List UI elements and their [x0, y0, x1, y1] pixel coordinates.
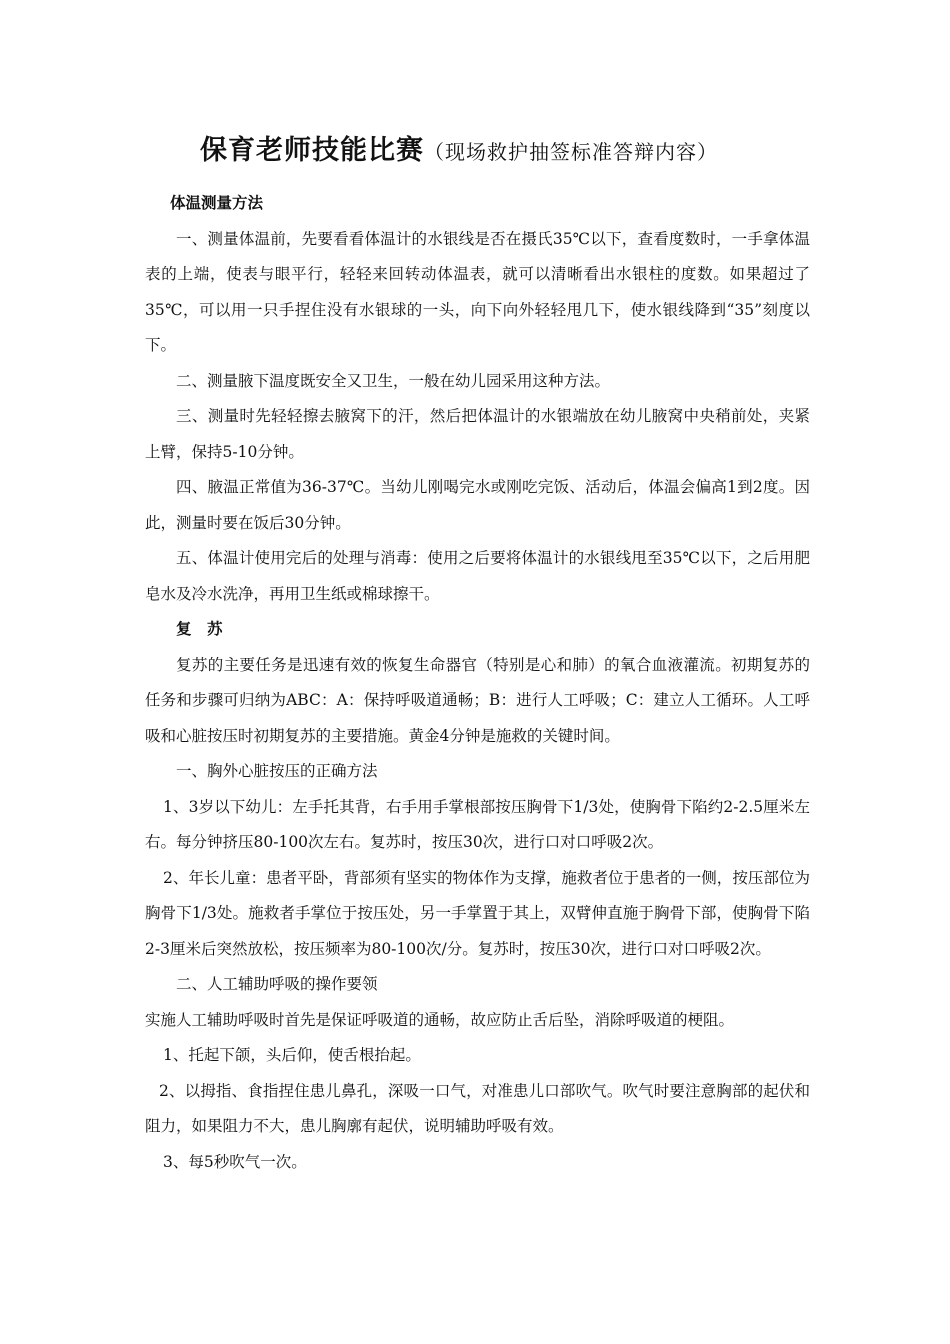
paragraph: 五、体温计使用完后的处理与消毒：使用之后要将体温计的水银线甩至35℃以下，之后用肥皂水及冷水洗净，再用卫生纸或棉球擦干。 — [145, 549, 810, 603]
title-subtitle: （现场救护抽签标准答辩内容） — [424, 140, 718, 164]
section-heading-resuscitation: 复 苏 — [176, 620, 223, 638]
paragraph: 复苏的主要任务是迅速有效的恢复生命器官（特别是心和肺）的氧合血液灌流。初期复苏的任务和步骤可归纳为ABC：A：保持呼吸道通畅；B：进行人工呼吸；C：建立人工循环。人工呼吸和心脏按压时初期复苏的主要措施。黄金4分钟是施救的关键时间。 — [145, 655, 810, 745]
section-heading-temperature: 体温测量方法 — [170, 194, 264, 212]
document-title — [200, 130, 820, 175]
paragraph: 3、每5秒吹气一次。 — [163, 1152, 307, 1171]
paragraph: 三、测量时先轻轻擦去腋窝下的汗，然后把体温计的水银端放在幼儿腋窝中央稍前处，夹紧上臂，保持5-10分钟。 — [145, 407, 810, 461]
subheading: 一、胸外心脏按压的正确方法 — [176, 762, 378, 780]
paragraph: 2、以拇指、食指捏住患儿鼻孔，深吸一口气，对准患儿口部吹气。吹气时要注意胸部的起伏和阻力，如果阻力不大，患儿胸廓有起伏，说明辅助呼吸有效。 — [145, 1081, 810, 1135]
paragraph: 一、测量体温前，先要看看体温计的水银线是否在摄氏35℃以下，查看度数时，一手拿体温表的上端，使表与眼平行，轻轻来回转动体温表，就可以清晰看出水银柱的度数。如果超过了35℃，可以用一只手捏住没有水银球的一头，向下向外轻轻甩几下，使水银线降到“35”刻度以下。 — [145, 229, 810, 354]
subheading: 二、人工辅助呼吸的操作要领 — [176, 975, 378, 993]
document-body — [145, 186, 810, 1180]
title-main: 保育老师技能比赛 — [200, 135, 424, 166]
paragraph: 1、托起下颌，头后仰，使舌根抬起。 — [163, 1046, 421, 1064]
paragraph: 1、3岁以下幼儿：左手托其背，右手用手掌根部按压胸骨下1/3处，使胸骨下陷约2-2.5厘米左右。每分钟挤压80-100次左右。复苏时，按压30次，进行口对口呼吸2次。 — [145, 797, 810, 851]
paragraph: 四、腋温正常值为36-37℃。当幼儿刚喝完水或刚吃完饭、活动后，体温会偏高1到2度。因此，测量时要在饭后30分钟。 — [145, 478, 810, 532]
paragraph: 二、测量腋下温度既安全又卫生，一般在幼儿园采用这种方法。 — [176, 371, 611, 390]
paragraph: 2、年长儿童：患者平卧，背部须有坚实的物体作为支撑，施救者位于患者的一侧，按压部位为胸骨下1/3处。施救者手掌位于按压处，另一手掌置于其上，双臂伸直施于胸骨下部，使胸骨下陷2-3厘米后突然放松，按压频率为80-100次/分。复苏时，按压30次，进行口对口呼吸2次。 — [145, 868, 810, 958]
paragraph: 实施人工辅助呼吸时首先是保证呼吸道的通畅，故应防止舌后坠，消除呼吸道的梗阻。 — [145, 1010, 735, 1029]
